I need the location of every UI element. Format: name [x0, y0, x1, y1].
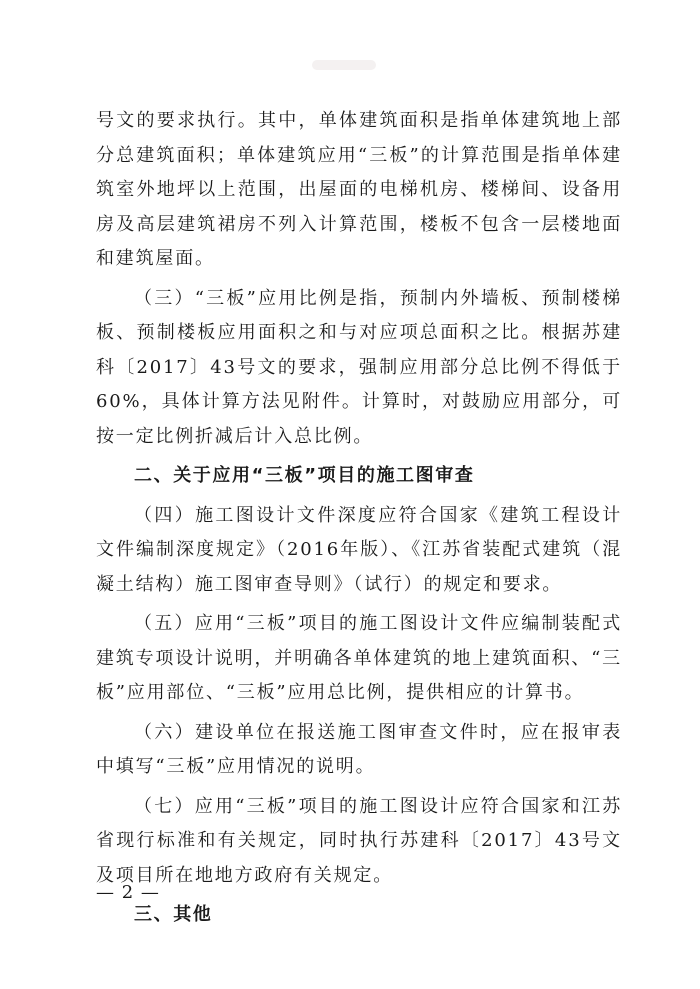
paragraph-item-3: （三）“三板”应用比例是指，预制内外墙板、预制楼梯板、预制楼板应用面积之和与对应项总面积之比。根据苏建科〔2017〕43号文的要求，强制应用部分总比例不得低于60%，具体计算方法见附件。计算时，对鼓励应用部分，可按一定比例折减后计入总比例。 — [96, 287, 622, 447]
section-heading-3: 三、其他 — [134, 904, 213, 925]
paragraph-item-7: （七）应用“三板”项目的施工图设计应符合国家和江苏省现行标准和有关规定，同时执行苏建科〔2017〕43号文及项目所在地地方政府有关规定。 — [96, 795, 622, 886]
scan-smudge — [312, 60, 376, 70]
paragraph-item-6: （六）建设单位在报送施工图审查文件时，应在报审表中填写“三板”应用情况的说明。 — [96, 721, 622, 777]
page-number: — 2 — — [96, 882, 160, 903]
paragraph-continuation: 号文的要求执行。其中，单体建筑面积是指单体建筑地上部分总建筑面积；单体建筑应用“三板”的计算范围是指单体建筑室外地坪以上范围，出屋面的电梯机房、楼梯间、设备用房及高层建筑裙房不列入计算范围，楼板不包含一层楼地面和建筑屋面。 — [96, 110, 622, 269]
document-body — [96, 104, 622, 938]
section-heading-2: 二、关于应用“三板”项目的施工图审查 — [134, 465, 475, 486]
paragraph-item-5: （五）应用“三板”项目的施工图设计文件应编制装配式建筑专项设计说明，并明确各单体建筑的地上建筑面积、“三板”应用部位、“三板”应用总比例，提供相应的计算书。 — [96, 613, 622, 703]
paragraph-item-4: （四）施工图设计文件深度应符合国家《建筑工程设计文件编制深度规定》（2016年版）、《江苏省装配式建筑（混凝土结构）施工图审查导则》（试行）的规定和要求。 — [96, 504, 622, 595]
